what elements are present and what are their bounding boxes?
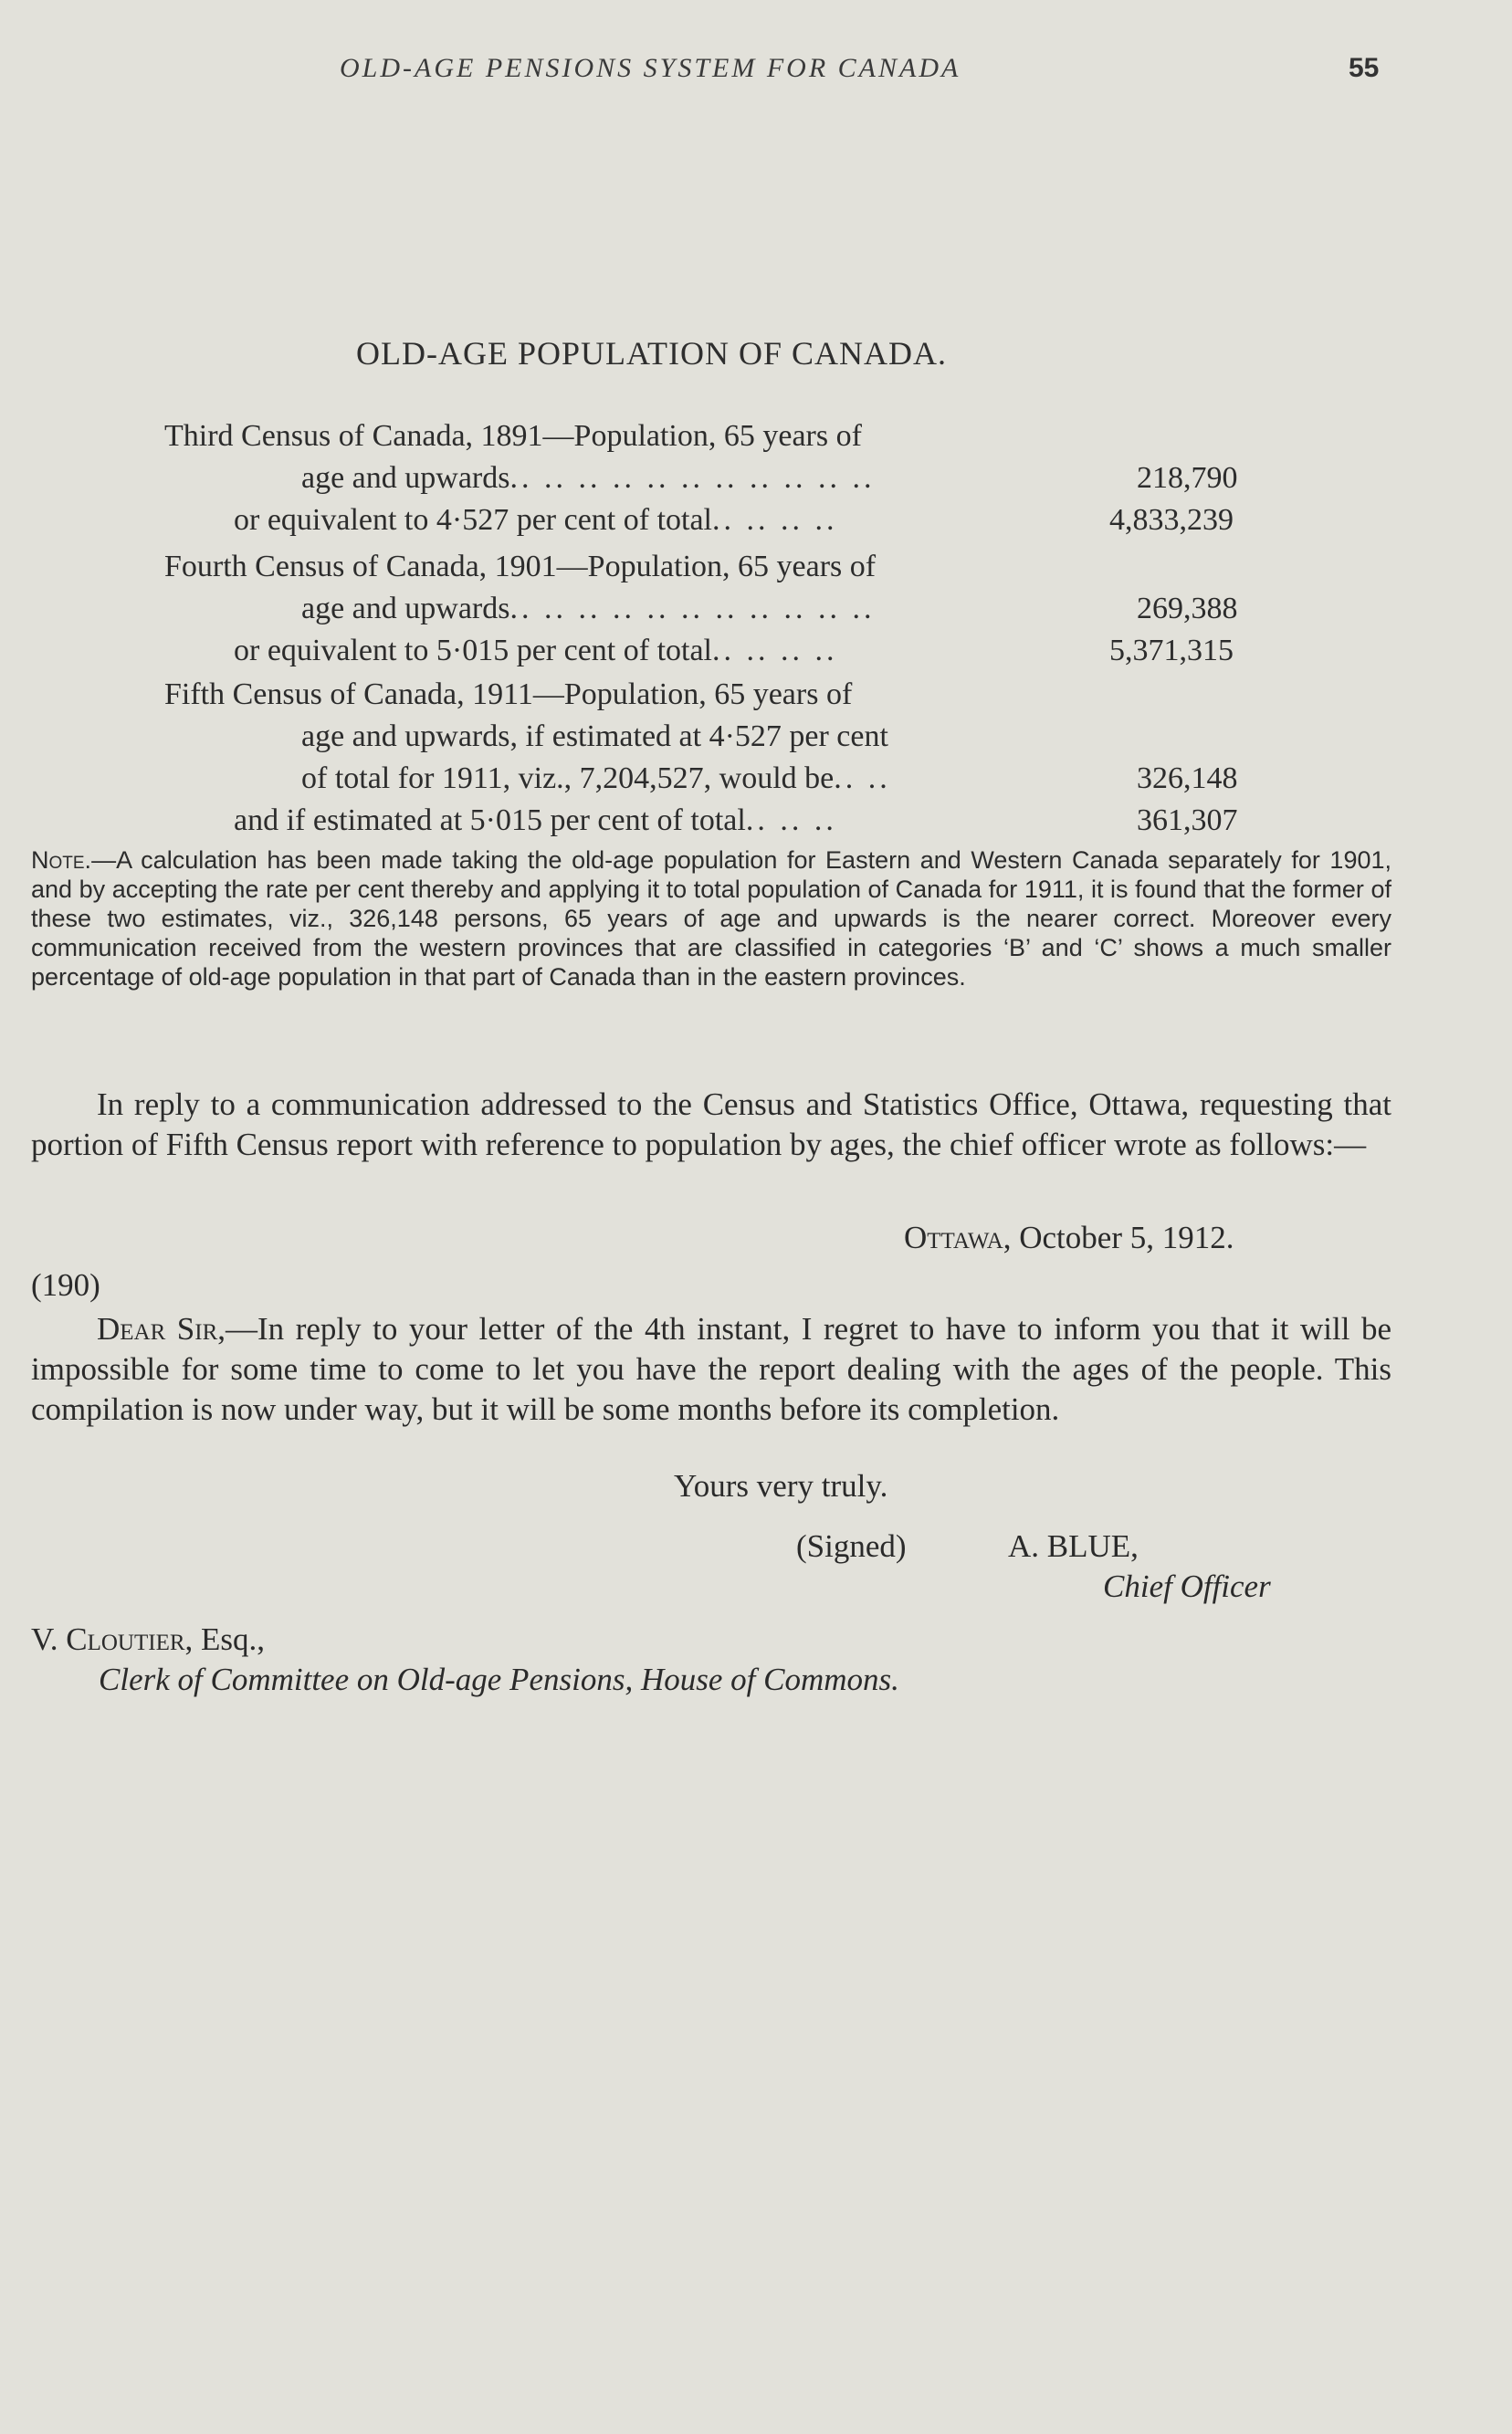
salutation: Dear Sir, xyxy=(97,1311,226,1347)
signed-label: (Signed) xyxy=(796,1528,907,1564)
reference-number: (190) xyxy=(31,1267,100,1303)
stat-value: 5,371,315 xyxy=(1109,634,1234,667)
stat-value: 218,790 xyxy=(1137,461,1238,495)
stat-text: or equivalent to 4·527 per cent of total xyxy=(234,503,712,537)
stat-value: 4,833,239 xyxy=(1109,503,1234,537)
stat-line xyxy=(164,546,1260,588)
running-title: OLD-AGE PENSIONS SYSTEM FOR CANADA xyxy=(340,53,961,83)
addressee-suffix: Esq., xyxy=(193,1621,266,1657)
letter-body-text: —In reply to your letter of the 4th instant, I regret to have to inform you that it will be impossible for some time to come to let you have the report dealing with the ages of the people. This compilation is now under way, but it will be some months before its completion. xyxy=(31,1311,1391,1427)
dot-leader: .. .. .. xyxy=(745,803,837,837)
stat-line xyxy=(164,758,1260,800)
signer-name: A. BLUE, xyxy=(1008,1528,1139,1564)
note-label: Note. xyxy=(31,846,92,874)
section-title: OLD-AGE POPULATION OF CANADA. xyxy=(356,335,947,372)
dot-leader: .. .. xyxy=(834,761,891,795)
stat-line xyxy=(164,800,1260,842)
stat-text: Fourth Census of Canada, 1901—Population, 65 years of xyxy=(164,550,877,583)
stat-value: 269,388 xyxy=(1137,592,1238,625)
intro-paragraph: In reply to a communication addressed to the Census and Statistics Office, Ottawa, requesting that portion of Fifth Census report with reference to population by ages, the chief officer wrote as follows:— xyxy=(31,1086,1391,1162)
letter-date: October 5, 1912. xyxy=(1019,1220,1234,1255)
stat-line xyxy=(164,457,1260,499)
addressee xyxy=(31,1621,265,1658)
census-entry-1901 xyxy=(164,546,1260,672)
census-entry-1911 xyxy=(164,674,1260,842)
stat-text: and if estimated at 5·015 per cent of total xyxy=(234,803,746,837)
letter-place: Ottawa, xyxy=(904,1220,1012,1255)
dot-leader: .. .. .. .. xyxy=(712,634,838,667)
stat-line xyxy=(164,499,1260,541)
stat-line xyxy=(164,630,1260,672)
stat-line xyxy=(164,415,1260,457)
letter-body xyxy=(31,1309,1391,1430)
stat-value: 326,148 xyxy=(1137,761,1238,795)
dot-leader: .. .. .. .. xyxy=(712,503,838,537)
letter-dateline xyxy=(904,1220,1234,1256)
stat-text: or equivalent to 5·015 per cent of total xyxy=(234,634,712,667)
dot-leader: .. .. .. .. .. .. .. .. .. .. .. xyxy=(509,592,876,625)
stat-value: 361,307 xyxy=(1137,803,1238,837)
stat-text: of total for 1911, viz., 7,204,527, would be xyxy=(301,761,835,795)
stat-text: age and upwards, if estimated at 4·527 per cent xyxy=(301,719,888,753)
census-entry-1891 xyxy=(164,415,1260,541)
addressee-title: Clerk of Committee on Old-age Pensions, House of Commons. xyxy=(99,1662,899,1697)
page-number: 55 xyxy=(1349,53,1380,83)
dot-leader: .. .. .. .. .. .. .. .. .. .. .. xyxy=(509,461,876,495)
addressee-name: V. Cloutier, xyxy=(31,1621,194,1657)
stat-line xyxy=(164,588,1260,630)
footnote xyxy=(31,845,1391,991)
note-text: —A calculation has been made taking the old-age population for Eastern and Western Canada separately for 1901, and by accepting the rate per cent thereby and applying it to total population of Canada for 1911, it is found that the former of these two estimates, viz., 326,148 persons, 65 years of age and upwards is the nearer correct. Moreover every communication received from the western provinces that are classified in categories ‘B’ and ‘C’ shows a much smaller percentage of old-age population in that part of Canada than in the eastern provinces. xyxy=(31,846,1391,991)
stat-line xyxy=(164,674,1260,716)
stat-text: age and upwards xyxy=(301,461,510,495)
stat-text: age and upwards xyxy=(301,592,510,625)
signer-title: Chief Officer xyxy=(1103,1568,1271,1604)
stat-text: Fifth Census of Canada, 1911—Population, 65 years of xyxy=(164,677,853,711)
stat-text: Third Census of Canada, 1891—Population, 65 years of xyxy=(164,419,862,453)
letter-closing: Yours very truly. xyxy=(674,1468,888,1504)
stat-line xyxy=(164,716,1260,758)
